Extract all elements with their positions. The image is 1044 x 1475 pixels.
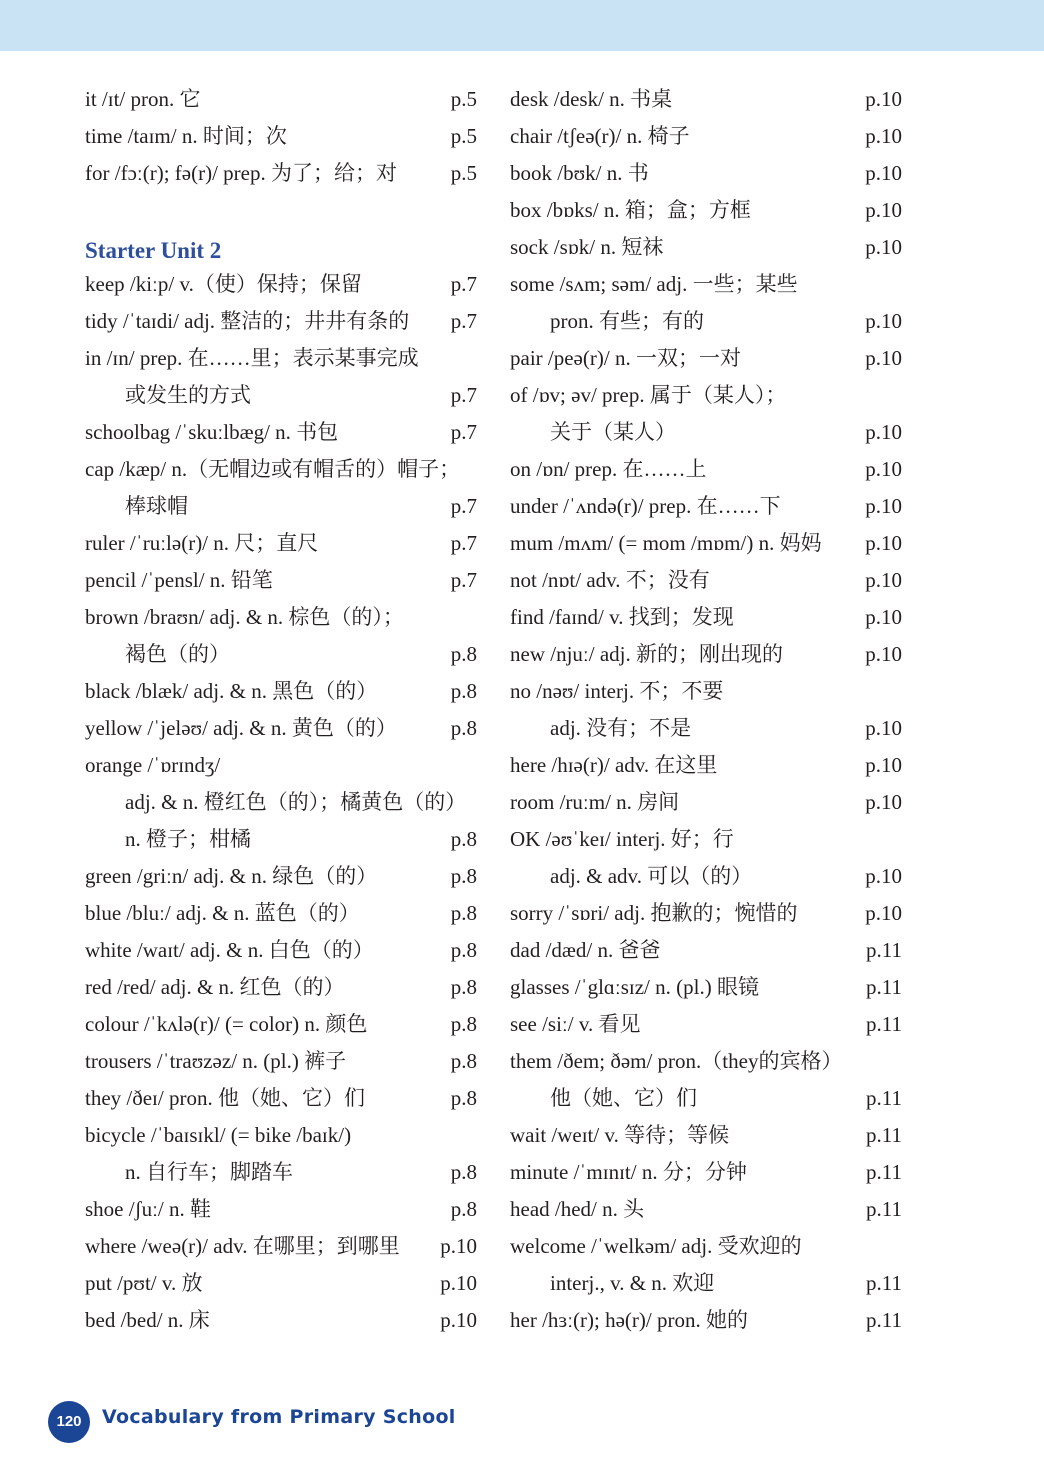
page-number-badge: 120 bbox=[48, 1401, 90, 1443]
vocab-page-ref: p.8 bbox=[450, 1049, 477, 1073]
vocab-page-ref: p.10 bbox=[865, 198, 902, 222]
vocab-entry bbox=[85, 451, 477, 488]
vocab-page-ref: p.10 bbox=[865, 124, 902, 148]
vocab-entry bbox=[510, 525, 902, 562]
vocab-entry bbox=[85, 932, 477, 969]
vocab-entry bbox=[85, 1080, 477, 1117]
vocab-page-ref: p.11 bbox=[866, 975, 902, 999]
vocab-entry-text: colour /ˈkʌlə(r)/ (= color) n. 颜色 bbox=[85, 1012, 368, 1036]
vocab-entry bbox=[510, 229, 902, 266]
vocab-entry-continuation bbox=[85, 488, 477, 525]
vocab-page-ref: p.10 bbox=[865, 753, 902, 777]
right-vocabulary-column bbox=[510, 81, 902, 1339]
vocab-entry bbox=[510, 1191, 902, 1228]
vocab-entry-text: green /griːn/ adj. & n. 绿色（的） bbox=[85, 864, 378, 888]
vocab-page-ref: p.11 bbox=[866, 1160, 902, 1184]
vocab-entry-continuation bbox=[85, 821, 477, 858]
vocab-entry bbox=[85, 1117, 477, 1154]
vocab-entry-continuation bbox=[510, 1080, 902, 1117]
vocab-page-ref: p.11 bbox=[866, 1123, 902, 1147]
vocab-page-ref: p.11 bbox=[866, 1086, 902, 1110]
vocab-entry-continuation bbox=[85, 636, 477, 673]
vocab-entry-continuation bbox=[85, 1154, 477, 1191]
vocab-entry-text: find /faɪnd/ v. 找到；发现 bbox=[510, 605, 734, 629]
vocab-entry-text: where /weə(r)/ adv. 在哪里；到哪里 bbox=[85, 1234, 400, 1258]
vocab-entry-text: 或发生的方式 bbox=[125, 383, 251, 407]
vocab-entry bbox=[510, 1154, 902, 1191]
vocab-page-ref: p.11 bbox=[866, 1197, 902, 1221]
vocab-entry-text: trousers /ˈtraʊzəz/ n. (pl.) 裤子 bbox=[85, 1049, 347, 1073]
vocab-entry-continuation bbox=[510, 858, 902, 895]
vocab-entry-text: brown /braʊn/ adj. & n. 棕色（的）； bbox=[85, 605, 404, 629]
vocab-entry-text: 棒球帽 bbox=[125, 494, 188, 518]
vocab-entry-text: 关于（某人） bbox=[550, 420, 676, 444]
vocab-page-ref: p.7 bbox=[450, 494, 477, 518]
vocab-entry-text: some /sʌm; səm/ adj. 一些；某些 bbox=[510, 272, 798, 296]
vocab-entry bbox=[85, 118, 477, 155]
vocab-entry bbox=[85, 1043, 477, 1080]
vocab-entry bbox=[510, 192, 902, 229]
vocab-entry-text: shoe /ʃuː/ n. 鞋 bbox=[85, 1197, 211, 1221]
vocab-entry-text: schoolbag /ˈskuːlbæg/ n. 书包 bbox=[85, 420, 339, 444]
vocab-entry-text: adj. 没有；不是 bbox=[550, 716, 692, 740]
vocab-entry-text: pron. 有些；有的 bbox=[550, 309, 704, 333]
section-heading-text: Starter Unit 2 bbox=[85, 238, 222, 263]
vocab-entry bbox=[85, 599, 477, 636]
footer-title: Vocabulary from Primary School bbox=[102, 1406, 456, 1428]
vocab-entry-continuation bbox=[510, 1265, 902, 1302]
vocab-entry-text: in /ɪn/ prep. 在……里；表示某事完成 bbox=[85, 346, 419, 370]
section-spacer bbox=[85, 192, 477, 229]
vocab-entry bbox=[510, 377, 902, 414]
vocab-page-ref: p.10 bbox=[865, 309, 902, 333]
vocab-page-ref: p.5 bbox=[450, 161, 477, 185]
vocab-entry bbox=[510, 599, 902, 636]
vocab-page-ref: p.8 bbox=[450, 1160, 477, 1184]
vocab-entry-text: 他（她、它）们 bbox=[550, 1086, 697, 1110]
vocab-entry-text: they /ðeɪ/ pron. 他（她、它）们 bbox=[85, 1086, 365, 1110]
vocab-page-ref: p.7 bbox=[450, 420, 477, 444]
vocab-page-ref: p.10 bbox=[865, 346, 902, 370]
vocab-entry bbox=[85, 340, 477, 377]
vocab-entry-text: orange /ˈɒrɪndʒ/ bbox=[85, 753, 221, 777]
vocab-page-ref: p.8 bbox=[450, 901, 477, 925]
vocab-entry-text: glasses /ˈglɑːsɪz/ n. (pl.) 眼镜 bbox=[510, 975, 759, 999]
vocab-page-ref: p.10 bbox=[865, 568, 902, 592]
vocab-page-ref: p.5 bbox=[450, 87, 477, 111]
vocab-page-ref: p.10 bbox=[865, 605, 902, 629]
vocab-page-ref: p.10 bbox=[440, 1271, 477, 1295]
vocab-entry bbox=[85, 562, 477, 599]
vocab-page-ref: p.8 bbox=[450, 1086, 477, 1110]
vocab-entry-text: OK /əʊˈkeɪ/ interj. 好；行 bbox=[510, 827, 734, 851]
vocab-entry-text: mum /mʌm/ (= mom /mɒm/) n. 妈妈 bbox=[510, 531, 822, 555]
vocab-page-ref: p.8 bbox=[450, 938, 477, 962]
vocab-entry-text: n. 自行车；脚踏车 bbox=[125, 1160, 293, 1184]
vocab-entry-text: sorry /ˈsɒri/ adj. 抱歉的；惋惜的 bbox=[510, 901, 798, 925]
vocab-page-ref: p.11 bbox=[866, 1012, 902, 1036]
vocab-entry bbox=[510, 488, 902, 525]
vocab-page-ref: p.7 bbox=[450, 568, 477, 592]
vocab-entry-continuation bbox=[510, 710, 902, 747]
vocab-entry-text: her /hɜː(r); hə(r)/ pron. 她的 bbox=[510, 1308, 748, 1332]
vocab-page-ref: p.7 bbox=[450, 309, 477, 333]
vocab-entry bbox=[510, 155, 902, 192]
vocab-entry bbox=[85, 1302, 477, 1339]
vocab-entry-text: yellow /ˈjeləʊ/ adj. & n. 黄色（的） bbox=[85, 716, 397, 740]
vocab-entry bbox=[85, 1191, 477, 1228]
vocab-entry bbox=[510, 969, 902, 1006]
vocab-entry-text: pencil /ˈpensl/ n. 铅笔 bbox=[85, 568, 273, 592]
vocab-entry-text: black /blæk/ adj. & n. 黑色（的） bbox=[85, 679, 378, 703]
vocab-entry-text: wait /weɪt/ v. 等待；等候 bbox=[510, 1123, 730, 1147]
vocab-entry-text: adj. & n. 橙红色（的）；橘黄色（的） bbox=[125, 790, 467, 814]
vocab-page-ref: p.10 bbox=[865, 494, 902, 518]
vocab-entry bbox=[510, 1228, 902, 1265]
vocab-page-ref: p.10 bbox=[865, 420, 902, 444]
vocab-entry bbox=[85, 303, 477, 340]
left-vocabulary-column bbox=[85, 81, 477, 1339]
vocab-page-ref: p.10 bbox=[865, 642, 902, 666]
vocab-entry bbox=[510, 673, 902, 710]
vocab-entry-text: chair /tʃeə(r)/ n. 椅子 bbox=[510, 124, 690, 148]
vocab-page-ref: p.11 bbox=[866, 938, 902, 962]
vocab-entry-text: adj. & adv. 可以（的） bbox=[550, 864, 753, 888]
vocab-entry bbox=[510, 932, 902, 969]
vocab-entry-text: box /bɒks/ n. 箱；盒；方框 bbox=[510, 198, 751, 222]
vocab-page-ref: p.8 bbox=[450, 679, 477, 703]
vocab-entry-text: book /bʊk/ n. 书 bbox=[510, 161, 649, 185]
vocab-entry-text: bed /bed/ n. 床 bbox=[85, 1308, 210, 1332]
vocab-entry-text: not /nɒt/ adv. 不；没有 bbox=[510, 568, 710, 592]
vocab-page-ref: p.10 bbox=[865, 901, 902, 925]
vocab-entry bbox=[510, 1117, 902, 1154]
vocab-entry bbox=[85, 969, 477, 1006]
vocab-page-ref: p.8 bbox=[450, 975, 477, 999]
vocab-page-ref: p.8 bbox=[450, 716, 477, 740]
vocab-page-ref: p.7 bbox=[450, 531, 477, 555]
vocab-entry-text: here /hɪə(r)/ adv. 在这里 bbox=[510, 753, 718, 777]
vocab-entry-text: cap /kæp/ n.（无帽边或有帽舌的）帽子； bbox=[85, 457, 461, 481]
vocab-entry-text: sock /sɒk/ n. 短袜 bbox=[510, 235, 664, 259]
vocab-page-ref: p.10 bbox=[865, 531, 902, 555]
vocab-entry bbox=[510, 81, 902, 118]
vocab-entry bbox=[510, 266, 902, 303]
vocab-entry bbox=[85, 747, 477, 784]
vocab-entry bbox=[510, 1043, 902, 1080]
vocab-entry bbox=[85, 895, 477, 932]
vocab-entry bbox=[510, 340, 902, 377]
vocab-page-ref: p.8 bbox=[450, 864, 477, 888]
vocab-page-ref: p.10 bbox=[865, 235, 902, 259]
vocab-entry-text: under /ˈʌndə(r)/ prep. 在……下 bbox=[510, 494, 781, 518]
vocab-entry bbox=[510, 636, 902, 673]
vocab-page-ref: p.10 bbox=[865, 457, 902, 481]
vocab-entry bbox=[510, 1006, 902, 1043]
vocab-entry bbox=[85, 155, 477, 192]
vocab-entry-text: n. 橙子；柑橘 bbox=[125, 827, 251, 851]
vocab-entry-text: bicycle /ˈbaɪsɪkl/ (= bike /baɪk/) bbox=[85, 1123, 352, 1147]
vocab-page-ref: p.5 bbox=[450, 124, 477, 148]
vocab-page-ref: p.8 bbox=[450, 1197, 477, 1221]
vocab-entry-text: see /siː/ v. 看见 bbox=[510, 1012, 641, 1036]
vocab-entry bbox=[510, 747, 902, 784]
vocab-page-ref: p.8 bbox=[450, 827, 477, 851]
vocab-entry-continuation bbox=[85, 377, 477, 414]
vocab-entry-text: it /ɪt/ pron. 它 bbox=[85, 87, 201, 111]
vocab-page-ref: p.10 bbox=[865, 161, 902, 185]
vocab-entry bbox=[510, 451, 902, 488]
vocab-page-ref: p.10 bbox=[865, 864, 902, 888]
vocab-page-ref: p.10 bbox=[440, 1308, 477, 1332]
vocab-page-ref: p.10 bbox=[440, 1234, 477, 1258]
vocab-page-ref: p.8 bbox=[450, 1012, 477, 1036]
vocab-entry bbox=[85, 710, 477, 747]
vocab-entry-text: red /red/ adj. & n. 红色（的） bbox=[85, 975, 345, 999]
section-heading bbox=[85, 229, 477, 266]
vocab-page-ref: p.10 bbox=[865, 790, 902, 814]
vocab-page-ref: p.10 bbox=[865, 87, 902, 111]
vocab-entry bbox=[510, 562, 902, 599]
vocab-page-ref: p.7 bbox=[450, 272, 477, 296]
vocab-entry bbox=[85, 1006, 477, 1043]
vocab-entry-text: 褐色（的） bbox=[125, 642, 230, 666]
vocab-entry-text: interj., v. & n. 欢迎 bbox=[550, 1271, 715, 1295]
vocab-entry bbox=[510, 821, 902, 858]
vocab-entry-text: pair /peə(r)/ n. 一双；一对 bbox=[510, 346, 741, 370]
vocab-entry bbox=[85, 858, 477, 895]
vocab-entry bbox=[85, 1265, 477, 1302]
vocab-entry-text: desk /desk/ n. 书桌 bbox=[510, 87, 673, 111]
vocab-entry-text: dad /dæd/ n. 爸爸 bbox=[510, 938, 661, 962]
vocab-page-ref: p.10 bbox=[865, 716, 902, 740]
vocab-entry bbox=[85, 414, 477, 451]
vocab-entry-text: for /fɔː(r); fə(r)/ prep. 为了；给；对 bbox=[85, 161, 397, 185]
top-color-band bbox=[0, 0, 1044, 51]
vocab-entry-text: tidy /ˈtaɪdi/ adj. 整洁的；井井有条的 bbox=[85, 309, 410, 333]
vocab-entry bbox=[85, 673, 477, 710]
vocab-entry-text: of /ɒv; əv/ prep. 属于（某人）； bbox=[510, 383, 787, 407]
vocab-entry-continuation bbox=[85, 784, 477, 821]
vocab-entry-text: on /ɒn/ prep. 在……上 bbox=[510, 457, 707, 481]
vocab-entry-text: put /pʊt/ v. 放 bbox=[85, 1271, 203, 1295]
vocab-entry bbox=[85, 525, 477, 562]
vocab-entry bbox=[510, 1302, 902, 1339]
vocab-entry-text: head /hed/ n. 头 bbox=[510, 1197, 645, 1221]
vocab-entry-continuation bbox=[510, 303, 902, 340]
vocab-entry bbox=[510, 895, 902, 932]
vocab-entry-text: time /taɪm/ n. 时间；次 bbox=[85, 124, 287, 148]
vocab-page-ref: p.7 bbox=[450, 383, 477, 407]
vocab-entry-continuation bbox=[510, 414, 902, 451]
vocab-entry-text: room /ruːm/ n. 房间 bbox=[510, 790, 680, 814]
vocab-entry-text: them /ðem; ðəm/ pron.（they的宾格） bbox=[510, 1049, 843, 1073]
vocab-page-ref: p.8 bbox=[450, 642, 477, 666]
vocab-entry bbox=[510, 784, 902, 821]
vocab-entry bbox=[510, 118, 902, 155]
vocab-entry bbox=[85, 1228, 477, 1265]
vocab-entry-text: ruler /ˈruːlə(r)/ n. 尺；直尺 bbox=[85, 531, 319, 555]
vocab-page-ref: p.11 bbox=[866, 1271, 902, 1295]
vocab-entry bbox=[85, 81, 477, 118]
vocab-entry-text: new /njuː/ adj. 新的；刚出现的 bbox=[510, 642, 783, 666]
vocab-entry-text: white /waɪt/ adj. & n. 白色（的） bbox=[85, 938, 374, 962]
vocab-entry bbox=[85, 266, 477, 303]
vocab-entry-text: welcome /ˈwelkəm/ adj. 受欢迎的 bbox=[510, 1234, 802, 1258]
vocab-entry-text: keep /kiːp/ v.（使）保持；保留 bbox=[85, 272, 362, 296]
vocab-entry-text: minute /ˈmɪnɪt/ n. 分；分钟 bbox=[510, 1160, 747, 1184]
vocab-page-ref: p.11 bbox=[866, 1308, 902, 1332]
vocab-entry-text: blue /bluː/ adj. & n. 蓝色（的） bbox=[85, 901, 360, 925]
vocab-entry-text: no /nəʊ/ interj. 不；不要 bbox=[510, 679, 724, 703]
